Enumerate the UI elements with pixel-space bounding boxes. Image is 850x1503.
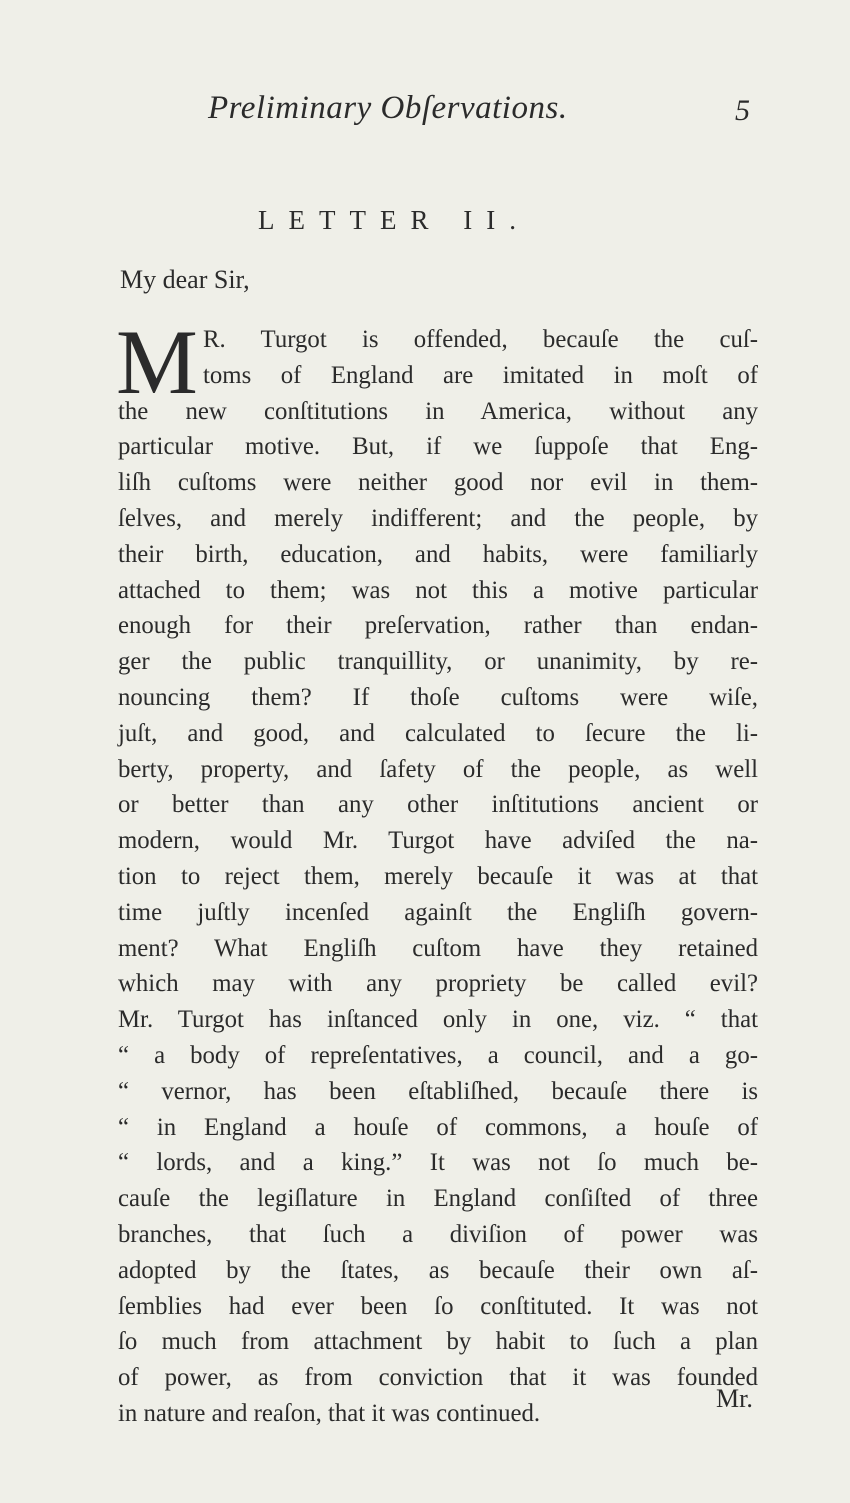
text-line: cauſe the legiſlature in England conſiſted of three (118, 1185, 758, 1213)
text-line: toms of England are imitated in moſt of (203, 361, 758, 389)
text-line: “ lords, and a king.” It was not ſo much be- (118, 1149, 758, 1177)
text-line: time juſtly incenſed againſt the Engliſh govern- (118, 898, 758, 926)
text-line: ſemblies had ever been ſo conſtituted. It was not (118, 1292, 758, 1320)
text-line: nouncing them? If thoſe cuſtoms were wiſe, (118, 683, 758, 711)
text-line: Mr. Turgot has inſtanced only in one, viz. “ that (118, 1006, 758, 1034)
text-line: juſt, and good, and calculated to ſecure the li- (118, 719, 758, 747)
text-line: adopted by the ſtates, as becauſe their own aſ- (118, 1256, 758, 1284)
running-head (0, 90, 850, 140)
text-line: modern, would Mr. Turgot have adviſed the na- (118, 827, 758, 855)
text-line: branches, that ſuch a diviſion of power was (118, 1220, 758, 1248)
text-line: “ in England a houſe of commons, a houſe of (118, 1113, 758, 1141)
salutation: My dear Sir, (120, 265, 250, 294)
body-text (116, 311, 758, 1432)
text-line: ſelves, and merely indifferent; and the people, by (118, 504, 758, 532)
text-line: which may with any propriety be called evil? (118, 970, 758, 998)
text-line: of power, as from conviction that it was founded (118, 1364, 758, 1392)
text-line: liſh cuſtoms were neither good nor evil in them- (118, 469, 758, 497)
text-line: “ a body of repreſentatives, a council, and a go- (118, 1041, 758, 1069)
text-line: the new conſtitutions in America, without any (118, 397, 758, 425)
text-line: particular motive. But, if we ſuppoſe that Eng- (118, 433, 758, 461)
drop-cap: M (116, 311, 198, 413)
text-line: ment? What Engliſh cuſtom have they retained (118, 934, 758, 962)
text-line: tion to reject them, merely becauſe it was at that (118, 862, 758, 890)
running-title: Preliminary Obſervations. (208, 90, 568, 126)
text-line: their birth, education, and habits, were familiarly (118, 540, 758, 568)
text-line: attached to them; was not this a motive particular (118, 576, 758, 604)
text-line: or better than any other inſtitutions ancient or (118, 791, 758, 819)
text-line: R. Turgot is offended, becauſe the cuſ- (203, 326, 758, 353)
text-line: “ vernor, has been eſtabliſhed, becauſe there is (118, 1077, 758, 1105)
text-line: berty, property, and ſafety of the people, as well (118, 755, 758, 783)
text-line: ſo much from attachment by habit to ſuch a plan (118, 1328, 758, 1356)
letter-heading: LETTER II. (258, 205, 530, 235)
text-line: enough for their preſervation, rather than endan- (118, 612, 758, 640)
text-line: in nature and reaſon, that it was continued. (118, 1399, 541, 1427)
text-line: ger the public tranquillity, or unanimity, by re- (118, 648, 758, 676)
catchword: Mr. (716, 1384, 753, 1413)
page-number: 5 (735, 94, 750, 127)
